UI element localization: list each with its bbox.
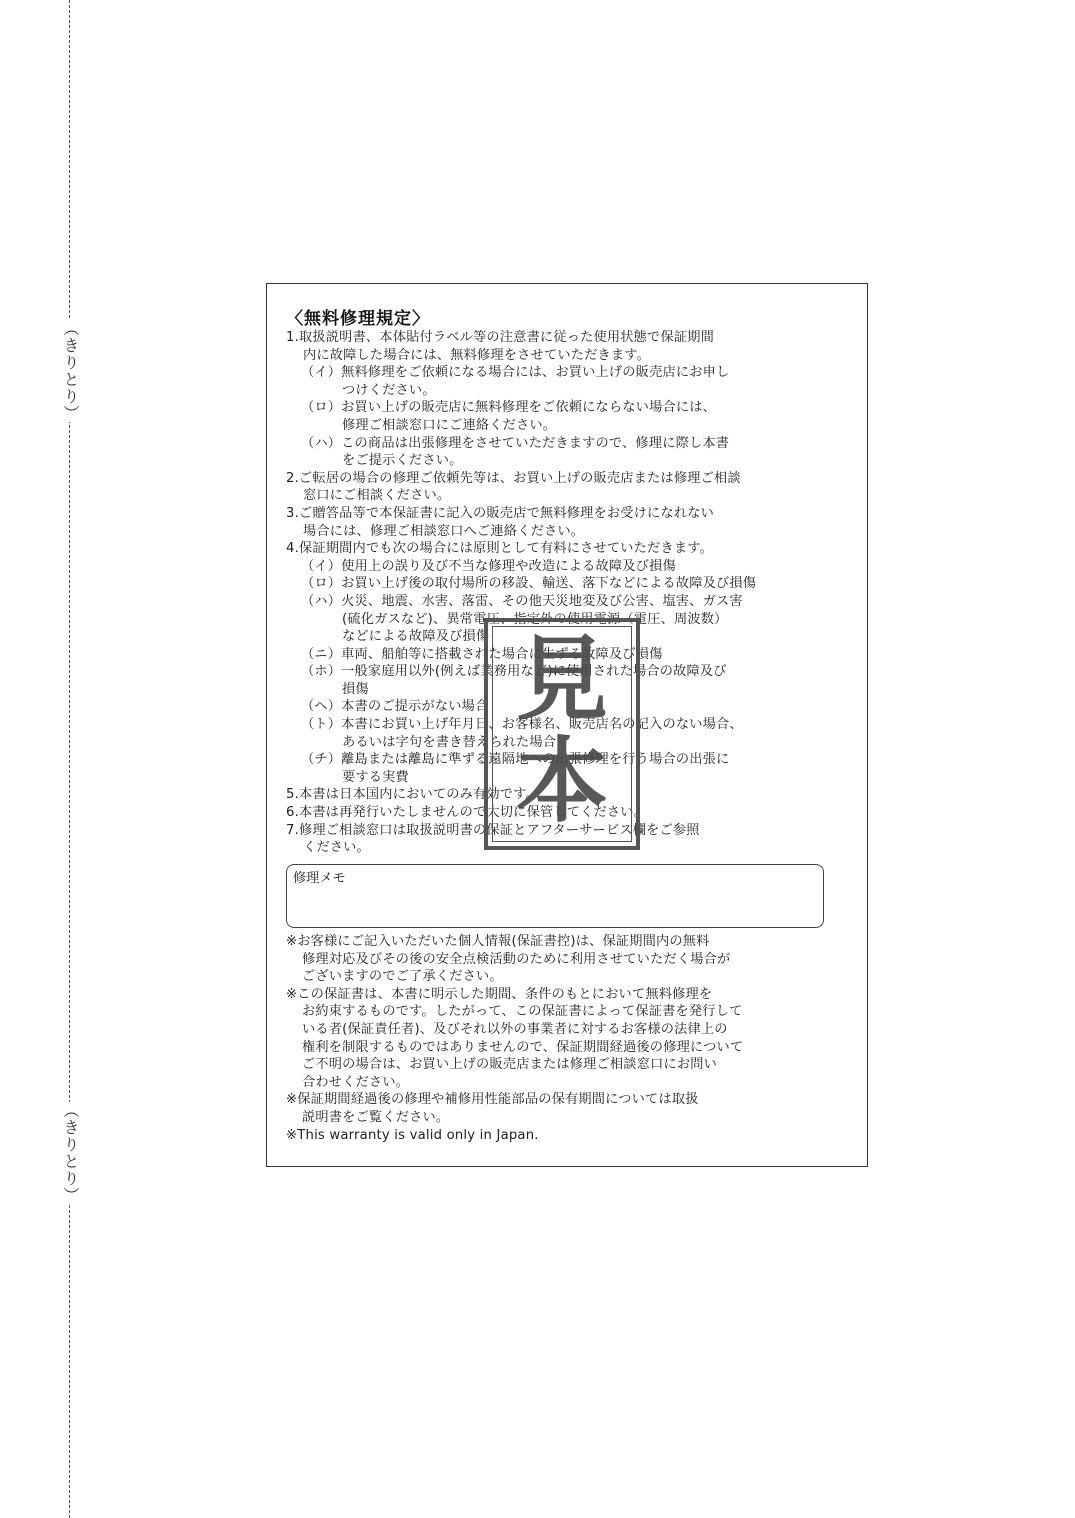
terms-line: 1.取扱説明書、本体貼付ラベル等の注意書に従った使用状態で保証期間 (286, 330, 714, 345)
terms-line: 7.修理ご相談窓口は取扱説明書の保証とアフターサービス欄をご参照 (286, 822, 700, 838)
page-title: 〈無料修理規定〉 (286, 309, 430, 329)
notes-section (286, 933, 858, 1144)
note-line: お約束するものです。したがって、この保証書によって保証書を発行して (302, 1004, 743, 1020)
note-line: ※This warranty is valid only in Japan. (286, 1127, 539, 1143)
terms-line: 場合には、修理ご相談窓口へご連絡ください。 (303, 523, 585, 539)
terms-line: 3.ご贈答品等で本保証書に記入の販売店で無料修理をお受けになれない (286, 505, 714, 521)
terms-line: （ハ）この商品は出張修理をさせていただきますので、修理に際し本書 (301, 435, 730, 451)
note-line: ※保証期間経過後の修理や補修用性能部品の保有期間については取扱 (286, 1092, 699, 1108)
repair-memo-label: 修理メモ (293, 871, 346, 886)
terms-line: 4.保証期間内でも次の場合には原則として有料にさせていただきます。 (286, 541, 713, 557)
terms-line: （イ）無料修理をご依頼になる場合には、お買い上げの販売店にお申し (301, 365, 730, 381)
terms-line: (硫化ガスなど)、異常電圧、指定外の使用電源（電圧、周波数） (342, 611, 728, 627)
cut-line (69, 0, 70, 1518)
note-line: 権利を制限するものではありませんので、保証期間経過後の修理について (302, 1039, 744, 1055)
terms-line: （ハ）火災、地震、水害、落雷、その他天災地変及び公害、塩害、ガス害 (301, 593, 743, 609)
terms-line: （イ）使用上の誤り及び不当な修理や改造による故障及び損傷 (301, 558, 676, 574)
note-line: 合わせください。 (302, 1074, 410, 1090)
terms-line: 修理ご相談窓口にご連絡ください。 (342, 417, 557, 433)
terms-line: ください。 (303, 840, 370, 856)
note-line: ご不明の場合は、お買い上げの販売店または修理ご相談窓口にお問い (302, 1057, 718, 1073)
terms-line: （ロ）お買い上げ後の取付場所の移設、輸送、落下などによる故障及び損傷 (301, 576, 757, 592)
terms-line: （ロ）お買い上げの販売店に無料修理をご依頼にならない場合には、 (301, 400, 717, 416)
note-line: ございますのでご了承ください。 (302, 969, 503, 985)
terms-line: （ト）本書にお買い上げ年月日、お客様名、販売店名の記入のない場合、 (301, 717, 743, 733)
repair-memo-box (286, 864, 824, 928)
sample-stamp-char-1: 見 (515, 626, 608, 733)
terms-line: などによる故障及び損傷 (342, 629, 490, 645)
cut-label-bottom: （きりとり） (55, 1102, 85, 1204)
terms-line: （ヘ）本書のご提示がない場合 (301, 699, 489, 715)
terms-line: （ホ）一般家庭用以外(例えば業務用など)に使用された場合の故障及び (301, 664, 727, 680)
terms-line: 内に故障した場合には、無料修理をさせていただきます。 (303, 347, 651, 363)
note-line: ※この保証書は、本書に明示した期間、条件のもとにおいて無料修理を (286, 986, 713, 1002)
repair-terms (286, 329, 858, 857)
terms-line: （ニ）車両、船舶等に搭載された場合に生ずる故障及び損傷 (301, 646, 663, 662)
note-line: 説明書をご覧ください。 (302, 1109, 450, 1125)
terms-line: 要する実費 (342, 769, 409, 785)
note-line: 修理対応及びその後の安全点検活動のために利用させていただく場合が (302, 951, 731, 967)
terms-line: つけください。 (342, 382, 436, 398)
terms-line: 損傷 (342, 681, 369, 697)
note-line: ※お客様にご記入いただいた個人情報(保証書控)は、保証期間内の無料 (286, 934, 710, 949)
terms-line: 6.本書は再発行いたしませんので大切に保管してください。 (286, 805, 648, 821)
sample-stamp-char-2: 本 (515, 728, 608, 835)
note-line: いる者(保証責任者)、及びそれ以外の事業者に対するお客様の法律上の (302, 1021, 728, 1037)
terms-line: 2.ご転居の場合の修理ご依頼先等は、お買い上げの販売店または修理ご相談 (286, 470, 741, 486)
terms-line: をご提示ください。 (342, 453, 463, 469)
terms-line: （チ）離島または離島に準ずる遠隔地への出張修理を行う場合の出張に (301, 752, 730, 768)
terms-line: あるいは字句を書き替えられた場合 (342, 734, 557, 750)
terms-line: 5.本書は日本国内においてのみ有効です。 (286, 787, 539, 803)
cut-label-top: （きりとり） (55, 320, 85, 422)
terms-line: 窓口にご相談ください。 (303, 488, 451, 504)
